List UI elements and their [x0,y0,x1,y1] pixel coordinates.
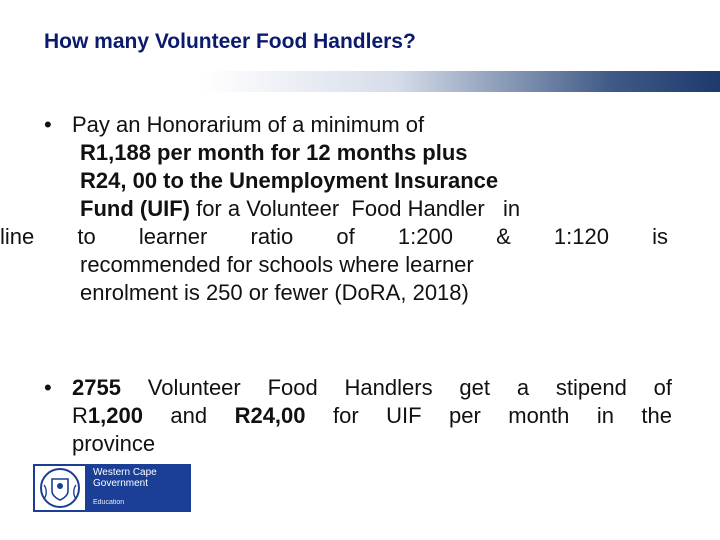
bullet-line: line to learner ratio of 1:200 & 1:120 is [0,224,668,249]
bullet-line: enrolment is 250 or fewer (DoRA, 2018) [80,280,469,305]
bullet-line [44,111,672,139]
text-bold: R24,00 [234,403,306,428]
slide-title: How many Volunteer Food Handlers? [44,30,416,53]
crest-icon [35,466,85,510]
logo-subline: Education [93,499,125,506]
text: and [142,403,235,428]
logo-line: Western Cape [93,467,157,478]
text-bold: 1,200 [87,403,143,428]
bullet-line [44,167,672,195]
text: for a Volunteer Food Handler in [189,196,521,221]
text-bold: R1,188 per month for 12 months plus [80,140,468,165]
bullet-dot-icon: • [44,112,52,137]
text-bold: R24, 00 to the Unemployment Insurance [80,168,499,193]
logo-line: Government [93,478,149,489]
text: for UIF per month in the [305,403,673,428]
bullet-line [44,139,672,167]
bullet-dot-icon: • [44,375,52,400]
bullet-line [44,374,672,402]
header-gradient-rule [0,71,720,93]
logo-wordmark [87,464,191,512]
western-cape-government-logo [33,464,191,512]
header-rule-highlight [0,92,720,94]
text-bold: 2755 [72,375,121,400]
bullet-stipend [44,374,672,458]
bullet-line [44,195,672,223]
text-bold: Fund (UIF) [80,196,190,221]
text: R [72,403,88,428]
bullet-honorarium [0,111,672,307]
bullet-line [44,402,672,430]
text: Volunteer Food Handlers get a stipend of [120,375,672,400]
text: Pay an Honorarium of a minimum of [72,112,425,137]
bullet-line: recommended for schools where learner [80,252,474,277]
bullet-line: province [72,431,156,456]
